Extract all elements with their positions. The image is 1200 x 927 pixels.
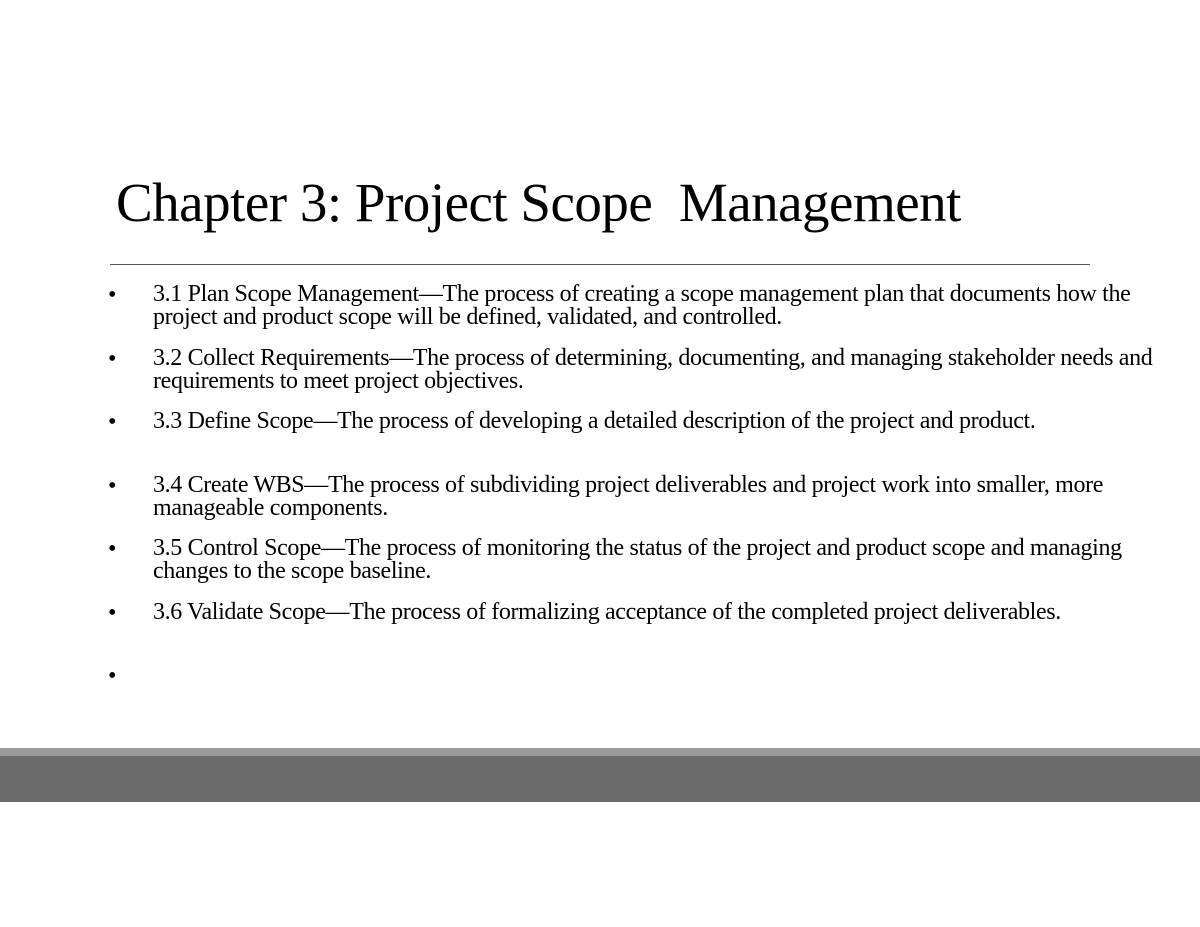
bullet-marker: • [108,282,117,308]
list-item [0,664,1200,728]
bullet-text-validate-scope: 3.6 Validate Scope—The process of formalizing acceptance of the completed project deliverables. [153,598,1061,625]
bullet-marker: • [108,409,117,435]
list-item [0,283,1200,347]
bullet-text-collect-requirements: 3.2 Collect Requirements—The process of determining, documenting, and managing stakeholder needs and requirements to meet project objectives. [153,344,1153,394]
list-item [0,410,1200,474]
bullet-marker: • [108,345,117,372]
list-item [0,344,1200,411]
footer-bar [0,756,1200,802]
bullet-marker: • [108,599,117,626]
bullet-text-create-wbs: 3.4 Create WBS—The process of subdividing project deliverables and project work into smaller, more manageable components. [153,471,1104,521]
list-item [0,537,1200,601]
slide-title: Chapter 3: Project Scope Management [116,172,961,233]
footer-accent-strip [0,748,1200,756]
list-item [0,598,1200,665]
list-item [0,471,1200,538]
bullet-text-define-scope: 3.3 Define Scope—The process of developing a detailed description of the project and product. [153,408,1036,434]
bullet-marker: • [108,536,117,562]
bullet-text-plan-scope: 3.1 Plan Scope Management—The process of creating a scope management plan that documents how the project and product scope will be defined, validated, and controlled. [153,281,1131,330]
bullet-marker: • [108,472,117,499]
bullet-list [0,283,1200,728]
bullet-marker: • [108,663,117,689]
title-divider [110,264,1090,265]
bullet-text-control-scope: 3.5 Control Scope—The process of monitoring the status of the project and product scope and managing changes to the scope baseline. [153,535,1122,584]
